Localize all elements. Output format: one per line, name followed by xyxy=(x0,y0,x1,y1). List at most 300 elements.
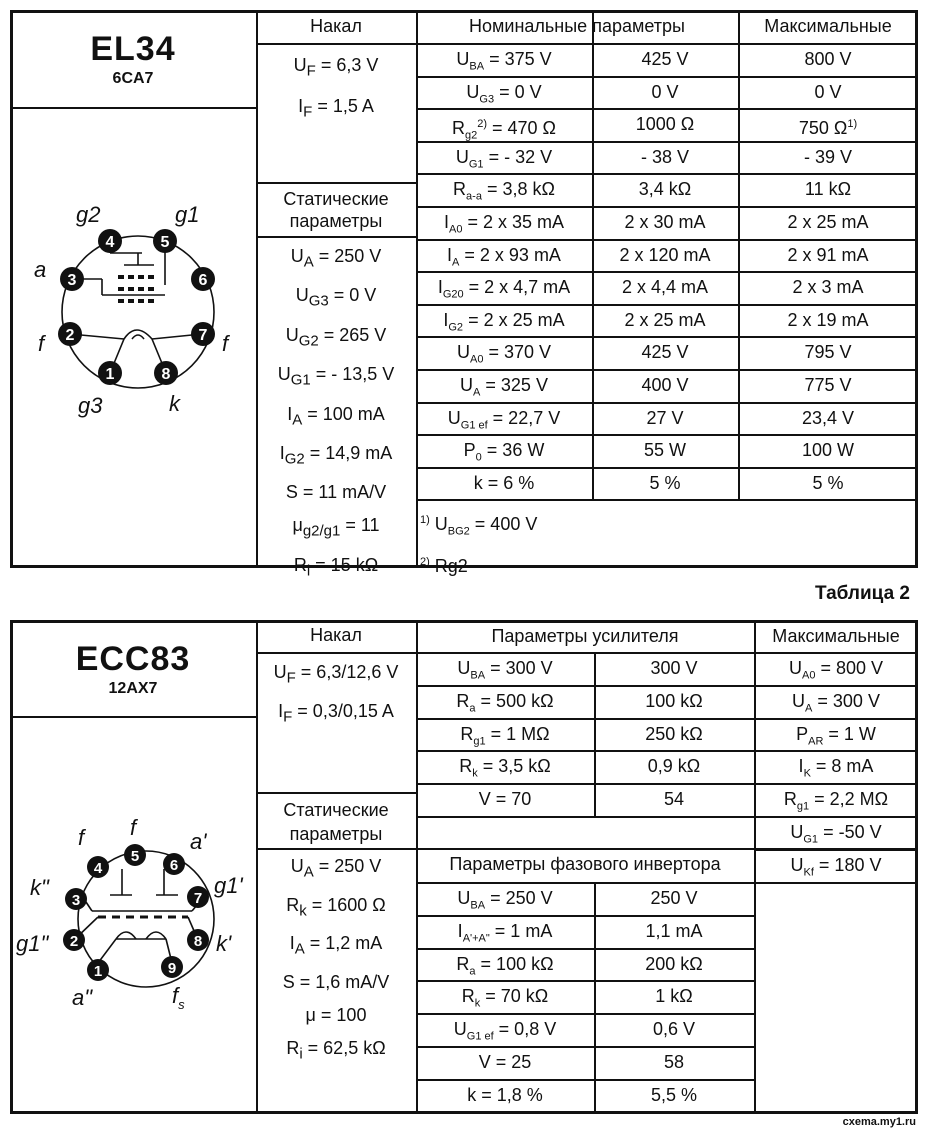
table-cell: 5,5 % xyxy=(650,1084,698,1105)
table-cell xyxy=(416,49,592,77)
pin-7 xyxy=(187,886,209,908)
list-item xyxy=(256,476,416,509)
pin-5 xyxy=(153,229,177,253)
header-static: Статические параметры xyxy=(283,189,389,231)
value-text: = 1,2 mA xyxy=(304,933,383,954)
value-text: = 0 V xyxy=(328,285,377,306)
svg-text:3: 3 xyxy=(71,892,81,909)
value-text: = 1 mA xyxy=(489,920,553,941)
list-item xyxy=(256,319,416,358)
symbol: U xyxy=(792,690,806,711)
superscript: 2) xyxy=(420,555,430,568)
table-cell xyxy=(738,277,918,297)
value-text: - 39 V xyxy=(803,146,853,167)
symbol: U xyxy=(455,146,469,167)
subscript: G2 xyxy=(298,332,319,350)
table-cell xyxy=(738,49,918,69)
table-cell: 1 kΩ xyxy=(655,986,693,1007)
pin-3 xyxy=(60,267,84,291)
table-cell xyxy=(738,375,918,395)
subscript: G2 xyxy=(284,450,305,468)
symbol: I xyxy=(437,277,443,298)
table-cell xyxy=(416,212,592,240)
subscript: A xyxy=(452,256,460,269)
table-cell xyxy=(416,1052,594,1072)
pin-label-a1: a' xyxy=(190,829,207,854)
value-text: = -50 V xyxy=(818,822,882,842)
table-cell xyxy=(738,245,918,265)
subscript: G3 xyxy=(479,93,495,106)
header-nakal: Накал xyxy=(310,625,362,645)
superscript: 1) xyxy=(420,514,430,526)
header-nominal: Номинальные параметры xyxy=(469,16,685,36)
value-text: 5 % xyxy=(812,472,844,493)
value-text: = 2 x 25 mA xyxy=(463,309,565,330)
subscript: A xyxy=(303,253,314,271)
table-cell xyxy=(416,82,592,110)
value-text: = 36 W xyxy=(481,440,545,461)
tube-equivalent: 6CA7 xyxy=(112,70,154,87)
pin-1 xyxy=(87,959,109,981)
header-static: Статические параметры xyxy=(283,800,389,844)
table-cell xyxy=(416,954,594,982)
divider xyxy=(10,716,256,718)
list-item xyxy=(256,279,416,318)
list-item xyxy=(256,509,416,548)
symbol: μ = 100 xyxy=(305,1004,367,1025)
table-cell: 2 x 25 mA xyxy=(624,309,706,330)
pin-8 xyxy=(187,929,209,951)
subscript: BA xyxy=(470,899,486,912)
table-cell: 27 V xyxy=(646,407,684,428)
svg-text:2: 2 xyxy=(65,327,75,344)
tube-name: EL34 xyxy=(90,30,176,68)
table-cell xyxy=(416,789,594,809)
subscript: G1 ef xyxy=(466,1030,494,1043)
pin-4 xyxy=(87,856,109,878)
value-text: 2 x 25 mA xyxy=(787,212,869,232)
list-item xyxy=(256,927,416,966)
value-text: = 370 V xyxy=(483,342,552,363)
value-text: = 250 V xyxy=(485,888,553,908)
table-cell xyxy=(416,440,592,468)
table-cell: 2 x 120 mA xyxy=(619,244,711,265)
divider xyxy=(416,1079,754,1081)
value-text: = 1 W xyxy=(823,723,876,744)
subscript: a xyxy=(469,965,476,978)
value-text: = 250 V xyxy=(313,246,382,266)
pin-2 xyxy=(63,929,85,951)
symbol: U xyxy=(273,662,287,682)
value-text: = 15 kΩ xyxy=(310,554,379,575)
divider xyxy=(256,792,416,794)
subscript: A xyxy=(473,386,481,399)
header-max: Максимальные xyxy=(764,16,892,36)
subscript: F xyxy=(286,669,296,687)
footnote xyxy=(420,547,720,581)
svg-text:8: 8 xyxy=(161,366,171,383)
subscript: G20 xyxy=(442,288,464,301)
table-cell xyxy=(416,310,592,338)
pin-label-g3: g3 xyxy=(78,393,103,418)
symbol: k = 6 % xyxy=(473,472,535,493)
value-text: = 325 V xyxy=(480,375,548,395)
table-cell: 58 xyxy=(663,1052,685,1072)
value-text: = 22,7 V xyxy=(487,407,561,428)
divider xyxy=(416,816,754,818)
table-cell: 0,6 V xyxy=(652,1019,696,1040)
value-text: = 62,5 kΩ xyxy=(302,1037,386,1058)
svg-text:8: 8 xyxy=(193,933,203,950)
subscript: AR xyxy=(808,735,824,748)
subscript: k xyxy=(472,767,478,780)
subscript: K xyxy=(803,767,811,780)
table-cell xyxy=(754,658,918,686)
table-cell xyxy=(754,855,918,883)
table-cell: 1,1 mA xyxy=(645,920,703,941)
symbol: I xyxy=(443,212,449,232)
subscript: G1 xyxy=(468,158,484,171)
value-text: 11 kΩ xyxy=(804,179,852,200)
pin-label-g1-1: g1' xyxy=(214,873,243,898)
symbol: U xyxy=(277,364,291,385)
symbol: I xyxy=(279,442,285,463)
table-cell xyxy=(416,179,592,207)
divider xyxy=(256,236,416,238)
pin-label-g2: g2 xyxy=(76,202,101,227)
pin-label-k2: k" xyxy=(30,875,49,900)
ecc83-pinout-diagram xyxy=(12,815,252,1025)
symbol: k = 1,8 % xyxy=(467,1084,543,1105)
footnotes xyxy=(420,505,720,581)
symbol: I xyxy=(287,403,293,424)
value-text: = 100 mA xyxy=(302,403,385,424)
pin-label-fs: $f_s$ xyxy=(172,983,185,1012)
table-cell xyxy=(738,310,918,330)
list-item xyxy=(256,695,416,734)
header-phase: Параметры фазового инвертора xyxy=(449,854,721,874)
symbol: I xyxy=(798,756,804,777)
value-text: 2 x 91 mA xyxy=(787,244,869,265)
symbol: S = 1,6 mA/V xyxy=(282,971,390,992)
table-cell xyxy=(754,724,918,752)
table-cell xyxy=(416,658,594,686)
svg-text:3: 3 xyxy=(67,272,77,289)
table-caption: Таблица 2 xyxy=(814,583,910,604)
pin-label-a: a xyxy=(34,257,47,282)
value-text: = 3,5 kΩ xyxy=(477,756,551,777)
value-text: = 2 x 4,7 mA xyxy=(463,277,571,298)
table-cell xyxy=(754,691,918,719)
table-cell: 1000 Ω xyxy=(635,114,695,135)
subscript: G1 xyxy=(290,371,311,389)
table-cell xyxy=(416,1019,594,1047)
symbol: I xyxy=(278,700,284,721)
value-text: 0 V xyxy=(814,81,842,102)
value-text: = 14,9 mA xyxy=(304,442,393,463)
pin-label-k: k xyxy=(169,391,180,416)
subscript: F xyxy=(283,708,293,726)
svg-text:1: 1 xyxy=(93,963,103,980)
value-text: = 300 V xyxy=(812,690,880,711)
value-text: 100 W xyxy=(801,440,855,461)
value-text: 775 V xyxy=(804,375,852,395)
pin-label-g1-2: g1" xyxy=(16,931,49,956)
value-text: = 11 xyxy=(340,515,380,536)
table-cell: 0 V xyxy=(651,81,679,102)
value-text: = 400 V xyxy=(469,514,538,534)
table-cell: 54 xyxy=(663,789,685,810)
table-cell xyxy=(416,147,592,175)
subscript: G1 xyxy=(803,833,819,846)
table-cell: 250 kΩ xyxy=(645,723,703,744)
table-cell: 250 V xyxy=(650,888,698,908)
table-cell: 5 % xyxy=(649,472,681,493)
symbol: U xyxy=(457,658,471,678)
table-cell xyxy=(738,82,918,102)
list-item xyxy=(256,437,416,476)
static-values xyxy=(256,240,416,588)
pin-label-f-top: f xyxy=(130,815,137,840)
electrode-lines xyxy=(67,241,202,373)
symbol: U xyxy=(290,856,304,876)
symbol: U xyxy=(285,324,299,345)
value-text: = 0,8 V xyxy=(493,1019,557,1040)
svg-text:4: 4 xyxy=(93,860,103,877)
watermark: cxema.my1.ru xyxy=(842,1116,916,1128)
table-cell: 200 kΩ xyxy=(645,953,703,974)
grid-dots xyxy=(118,275,154,303)
subscript: g1 xyxy=(796,800,810,813)
header-nakal: Накал xyxy=(310,16,362,36)
symbol: R xyxy=(293,554,307,575)
subscript: G3 xyxy=(308,292,329,310)
divider xyxy=(416,882,754,884)
symbol: R xyxy=(286,1037,300,1058)
table-cell xyxy=(416,724,594,752)
svg-text:1: 1 xyxy=(105,366,115,383)
svg-text:4: 4 xyxy=(105,234,115,251)
value-text: = 265 V xyxy=(318,324,387,345)
symbol: I xyxy=(289,933,295,954)
pin-label-g1: g1 xyxy=(175,202,200,227)
value-text: = 3,8 kΩ xyxy=(481,179,555,200)
svg-text:2: 2 xyxy=(69,933,79,950)
symbol: R xyxy=(460,723,474,744)
value-text: = 470 Ω xyxy=(487,118,557,139)
value-text: = - 32 V xyxy=(483,146,553,167)
table-cell xyxy=(416,1085,594,1105)
table-cell: 400 V xyxy=(641,375,689,395)
list-item xyxy=(256,549,416,588)
superscript: 2) xyxy=(477,118,487,131)
table-cell: 3,4 kΩ xyxy=(638,179,692,200)
subscript: F xyxy=(306,62,316,80)
table-cell xyxy=(738,212,918,232)
symbol: U xyxy=(290,246,304,266)
table-cell xyxy=(416,921,594,949)
list-item xyxy=(256,240,416,279)
pin-6 xyxy=(163,853,185,875)
list-item xyxy=(256,398,416,437)
table-cell xyxy=(416,408,592,436)
divider xyxy=(256,652,918,654)
value-text: = 2 x 93 mA xyxy=(459,244,561,265)
symbol: I xyxy=(443,309,449,330)
value-text: = 1 MΩ xyxy=(485,723,550,744)
table-cell: 425 V xyxy=(641,342,689,363)
list-item xyxy=(256,656,416,695)
table-cell: 55 W xyxy=(643,440,686,461)
table-cell xyxy=(738,408,918,428)
table-cell xyxy=(738,440,918,460)
table-cell xyxy=(738,179,918,199)
pin-6 xyxy=(191,267,215,291)
symbol: R xyxy=(451,118,465,139)
electrode-lines xyxy=(71,869,202,963)
svg-text:6: 6 xyxy=(169,857,179,874)
list-item xyxy=(256,358,416,397)
subscript: Kf xyxy=(803,866,814,879)
table-cell xyxy=(738,114,918,138)
subscript: k xyxy=(299,902,307,920)
symbol: S = 11 mA/V xyxy=(285,482,387,503)
list-item xyxy=(256,89,416,130)
subscript: A xyxy=(292,411,303,429)
svg-text:5: 5 xyxy=(130,848,140,865)
pin-4 xyxy=(98,229,122,253)
symbol: U xyxy=(790,854,804,875)
static-values xyxy=(256,850,416,1070)
value-text: 2 x 3 mA xyxy=(792,277,864,298)
symbol: U xyxy=(429,514,448,534)
symbol: U xyxy=(295,285,309,306)
header-max: Максимальные xyxy=(772,626,900,646)
table-cell xyxy=(416,473,592,493)
pin-label-f-left: f xyxy=(38,331,45,356)
table-cell: - 38 V xyxy=(640,146,690,167)
superscript: 1) xyxy=(847,118,858,131)
pin-3 xyxy=(65,888,87,910)
symbol: μ xyxy=(292,515,303,536)
subscript: 0 xyxy=(475,451,482,464)
symbol: P xyxy=(796,723,809,744)
value-text: = 0,3/0,15 A xyxy=(292,700,394,721)
value-text: 800 V xyxy=(804,49,852,69)
subscript: G1 ef xyxy=(460,419,488,432)
value-text: = 70 kΩ xyxy=(480,986,549,1007)
symbol: U xyxy=(466,81,480,102)
subscript: A xyxy=(805,702,813,715)
symbol: R xyxy=(453,179,467,200)
subscript: a-a xyxy=(466,190,482,203)
table-cell xyxy=(738,147,918,167)
pin-9 xyxy=(161,956,183,978)
list-item xyxy=(256,889,416,928)
symbol: U xyxy=(447,407,461,428)
subscript: a xyxy=(469,702,476,715)
symbol: U xyxy=(456,49,470,69)
subscript: G2 xyxy=(448,321,464,334)
value-text: = 250 V xyxy=(313,856,382,876)
table-cell: 300 V xyxy=(650,658,698,678)
subscript: BA xyxy=(470,669,486,682)
value-text: 23,4 V xyxy=(801,407,855,428)
subscript: g2/g1 xyxy=(302,522,341,540)
symbol: U xyxy=(456,342,470,363)
value-text: = 2 x 35 mA xyxy=(462,212,565,232)
table-cell xyxy=(416,342,592,370)
symbol: R xyxy=(459,756,473,777)
symbol: R xyxy=(456,690,470,711)
pin-8 xyxy=(154,361,178,385)
divider xyxy=(10,107,256,109)
value-text: = 375 V xyxy=(484,49,552,69)
table-cell xyxy=(754,756,918,784)
subscript: A0 xyxy=(469,353,484,366)
pin-label-a2: a" xyxy=(72,985,93,1010)
value-text: = 800 V xyxy=(815,658,884,678)
header-amp: Параметры усилителя xyxy=(491,626,679,646)
list-item xyxy=(256,999,416,1032)
value-text: = 6,3 V xyxy=(315,55,379,75)
subscript: i xyxy=(306,562,311,580)
symbol: I xyxy=(457,920,463,941)
divider xyxy=(256,182,416,184)
symbol: I xyxy=(447,244,453,265)
symbol: R xyxy=(456,953,470,974)
symbol: V = 70 xyxy=(478,789,532,810)
subscript: A0 xyxy=(448,223,463,236)
table-cell xyxy=(416,114,592,146)
value-text: = 8 mA xyxy=(810,756,874,777)
svg-text:9: 9 xyxy=(167,960,177,977)
table-cell: 2 x 30 mA xyxy=(624,212,706,232)
list-item xyxy=(256,48,416,89)
svg-text:6: 6 xyxy=(198,272,208,289)
subscript: F xyxy=(303,103,313,121)
table-cell xyxy=(416,691,594,719)
subscript: g2 xyxy=(464,129,478,142)
footnote xyxy=(420,505,720,547)
pin-7 xyxy=(191,322,215,346)
subscript: A xyxy=(294,940,305,958)
symbol: U xyxy=(453,1019,467,1040)
value-text: = 6,3/12,6 V xyxy=(295,662,399,682)
table-cell: 0,9 kΩ xyxy=(647,756,701,777)
pin-1 xyxy=(98,361,122,385)
subscript: A'+A" xyxy=(462,932,490,945)
subscript: BA xyxy=(469,60,485,73)
list-item xyxy=(256,850,416,889)
svg-text:5: 5 xyxy=(160,234,170,251)
tube-equivalent: 12AX7 xyxy=(108,680,158,697)
symbol: U xyxy=(790,822,804,842)
table-cell xyxy=(416,277,592,305)
symbol: V = 25 xyxy=(478,1052,532,1072)
symbol: U xyxy=(457,888,471,908)
table-cell xyxy=(738,473,918,493)
table-cell xyxy=(416,756,594,784)
symbol: U xyxy=(788,658,802,678)
symbol: R xyxy=(783,789,797,810)
symbol: R xyxy=(461,986,475,1007)
table-cell: 100 kΩ xyxy=(645,690,703,711)
value-text: = 1600 Ω xyxy=(306,894,386,915)
value-text: = 500 kΩ xyxy=(475,690,554,711)
value-text: = 1,5 A xyxy=(312,95,374,116)
list-item xyxy=(256,966,416,999)
